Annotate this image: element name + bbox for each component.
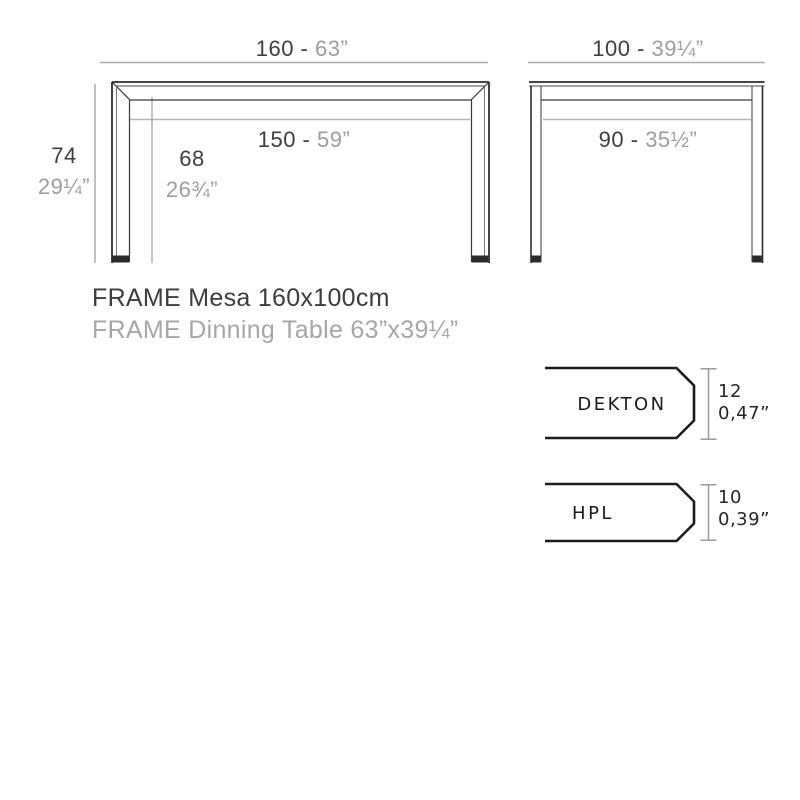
front-width-cm: 160 - [255, 36, 315, 61]
side-depth-inch: 39¼” [651, 36, 704, 61]
front-height-dimension [28, 140, 100, 202]
front-height-cm: 74 [51, 143, 77, 168]
material-hpl-label: HPL [572, 503, 614, 524]
front-clearance-cm: 68 [179, 146, 205, 171]
side-depth-dimension [498, 36, 798, 62]
dekton-thickness-mm: 12 [718, 381, 742, 402]
dekton-thickness-inch: 0,47” [718, 403, 770, 424]
hpl-thickness-values [718, 487, 770, 531]
side-inner-depth-cm: 90 - [598, 127, 646, 152]
front-width-dimension [152, 36, 452, 62]
dekton-thickness-line [701, 369, 717, 439]
front-width-inch: 63” [314, 36, 349, 61]
side-inner-depth-inch: 35½” [645, 127, 698, 152]
hpl-thickness-line [701, 485, 717, 540]
front-height-inch: 29¼” [37, 174, 91, 199]
side-view-drawing [528, 63, 765, 264]
dekton-thickness-values [718, 381, 770, 425]
hpl-thickness-mm: 10 [718, 487, 742, 508]
front-clearance-inch: 26¾” [165, 177, 219, 202]
material-dekton-label: DEKTON [577, 394, 667, 415]
side-inner-depth-dimension [498, 127, 798, 153]
hpl-thickness-inch: 0,39” [718, 509, 770, 530]
front-clearance-dimension [152, 143, 232, 205]
product-title: FRAME Mesa 160x100cm [92, 284, 390, 312]
side-depth-cm: 100 - [592, 36, 652, 61]
front-inner-width-cm: 150 - [257, 127, 317, 152]
front-inner-width-inch: 59” [316, 127, 351, 152]
product-title-english: FRAME Dinning Table 63”x39¼” [92, 316, 459, 344]
